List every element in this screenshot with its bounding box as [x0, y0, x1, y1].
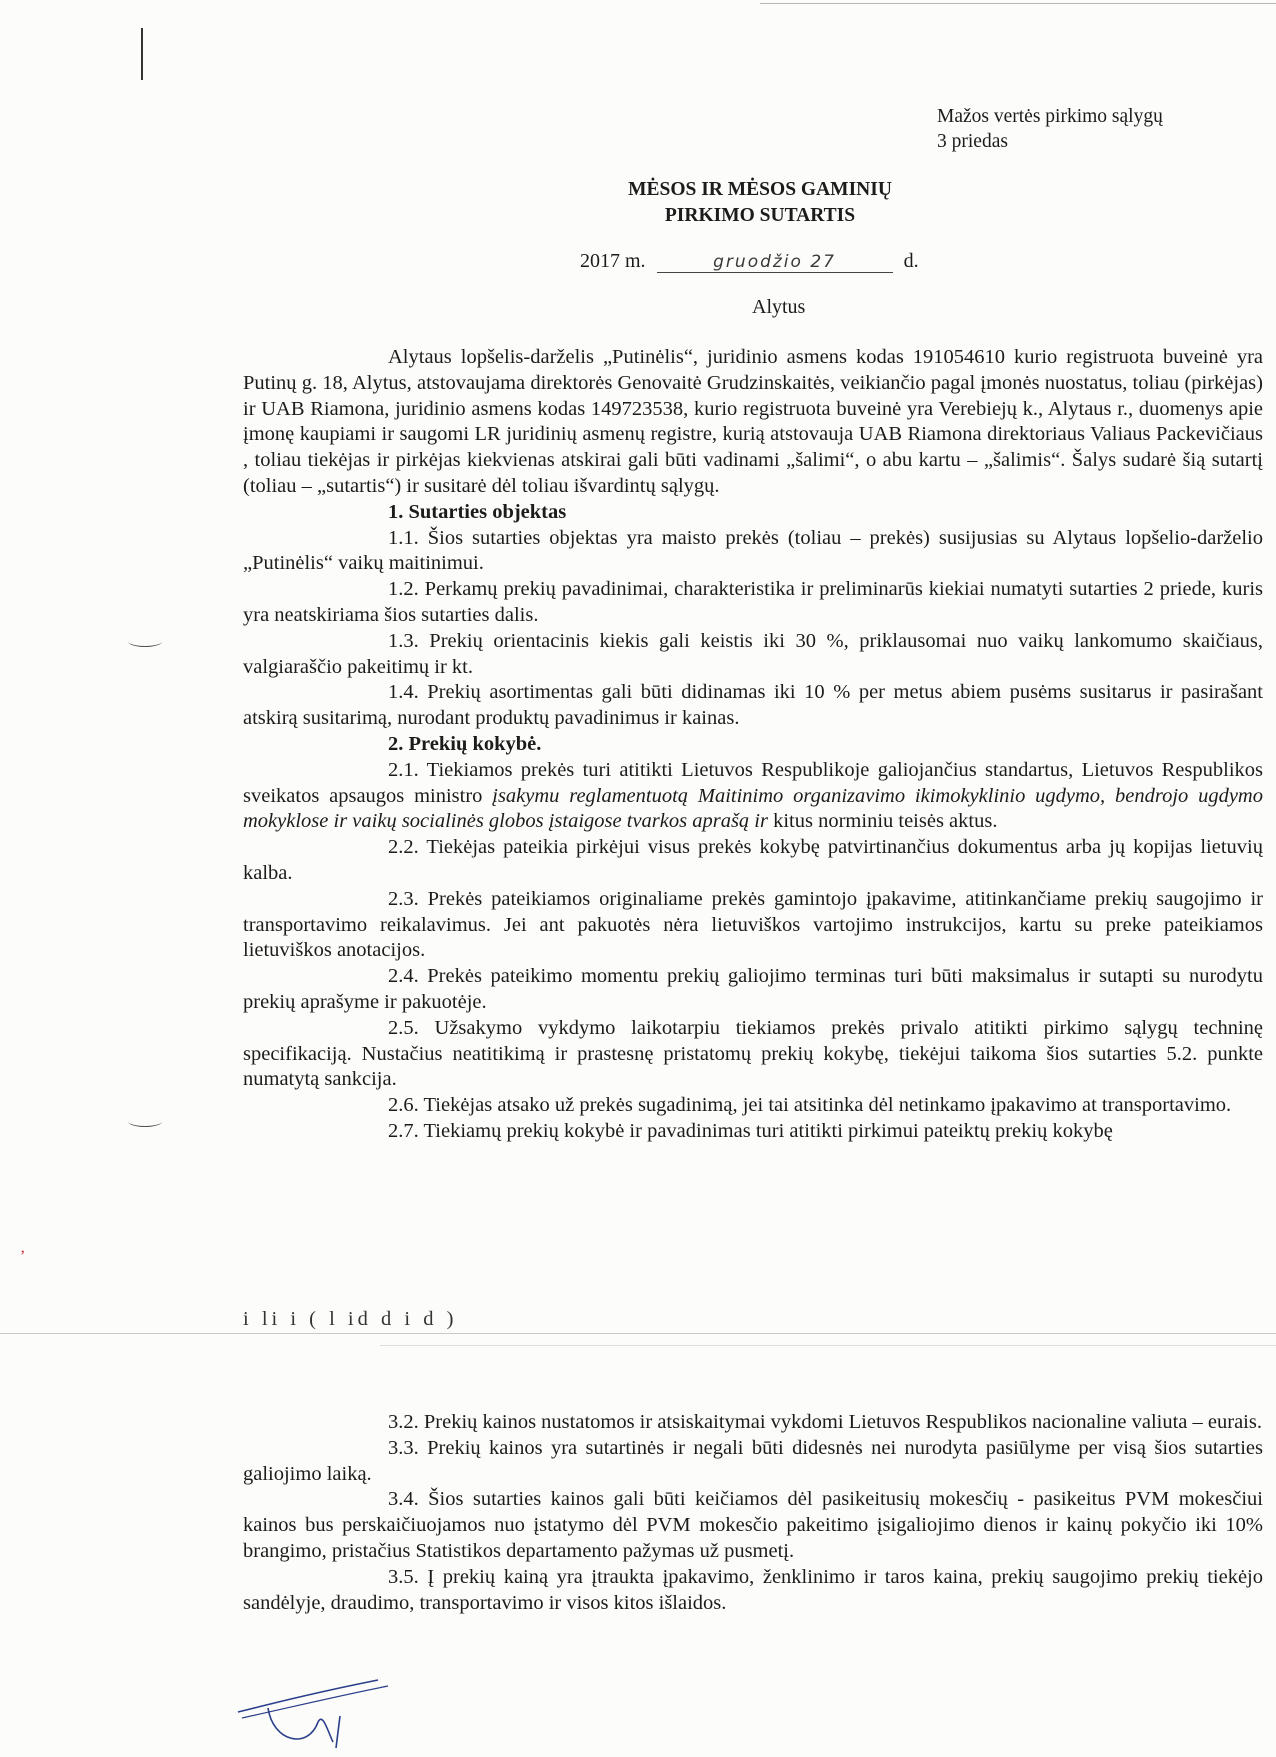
- clause-2-1-a: 2.1. Tiekiamos prekės turi atitikti Lietuvos Respublikoje galiojančius standartus, Lietuvos Respublikos sveikatos apsaugos ministro: [243, 758, 1263, 807]
- page-join-line: [0, 1333, 1276, 1334]
- punch-hole-mark: [128, 1116, 162, 1127]
- annex-line-2: 3 priedas: [937, 131, 1008, 152]
- clause-1-3: 1.3. Prekių orientacinis kiekis gali keistis iki 30 %, priklausomai nuo vaikų lankomumo skaičiaus, valgiaraščio pakeitimų ir kt.: [243, 629, 1263, 678]
- title-line-1: MĖSOS IR MĖSOS GAMINIŲ: [628, 179, 892, 200]
- clause-3-3: 3.3. Prekių kainos yra sutartinės ir negali būti didesnės nei nurodyta pasiūlyme per visą šios sutarties galiojimo laiką.: [243, 1436, 1263, 1485]
- signature: [228, 1672, 408, 1752]
- intro-paragraph: Alytaus lopšelis-darželis „Putinėlis“, juridinio asmens kodas 191054610 kurio registruota buveinė yra Putinų g. 18, Alytus, atstovaujama direktorės Genovaitė Grudzinskaitės, veikiančio pagal įmonės nuostatus, toliau (pirkėjas) ir UAB Riamona, juridinio asmens kodas 149723538, kurio registruota buveinė yra Verebiejų k., Alytaus r., duomenys apie įmonę kaupiami ir saugomi LR juridinių asmenų registre, kurią atstovauja UAB Riamona direktoriaus Valiaus Packevičiaus , toliau tiekėjas ir pirkėjas kiekvienas atskirai gali būti vadinami „šalimi“, o abu kartu – „šalimis“. Šalys sudarė šią sutartį (toliau – „sutartis“) ir susitarė dėl toliau išvardintų sąlygų.: [243, 346, 1263, 497]
- contract-body-page-2: [243, 1410, 1263, 1616]
- date-year: 2017 m.: [580, 250, 646, 272]
- annex-note: [937, 104, 1163, 154]
- clause-1-1: 1.1. Šios sutarties objektas yra maisto prekės (toliau – prekės) susijusias su Alytaus lopšelio-darželio „Putinėlis“ vaikų maitinimui.: [243, 526, 1263, 575]
- clause-3-5: 3.5. Į prekių kainą yra įtraukta įpakavimo, ženklinimo ir taros kaina, prekių saugojimo prekių tiekėjo sandėlyje, draudimo, transportavimo ir visos kitos išlaidos.: [243, 1565, 1263, 1614]
- section-2-heading: 2. Prekių kokybė.: [388, 732, 542, 755]
- clause-2-7: 2.7. Tiekiamų prekių kokybė ir pavadinimas turi atitikti pirkimui pateiktų prekių kokybę: [388, 1119, 1113, 1142]
- section-1-heading: 1. Sutarties objektas: [388, 500, 567, 523]
- page-join-line-2: [380, 1345, 1276, 1346]
- date-suffix: d.: [903, 250, 919, 272]
- annex-line-1: Mažos vertės pirkimo sąlygų: [937, 106, 1163, 127]
- clause-2-1-c: kitus norminiu teisės aktus.: [767, 810, 998, 833]
- clause-2-6: 2.6. Tiekėjas atsako už prekės sugadinimą, jei tai atsitinka dėl netinkamo įpakavimo at transportavimo.: [388, 1094, 1232, 1117]
- contract-title: [560, 177, 960, 229]
- contract-body-page-1: [243, 345, 1263, 1145]
- cut-off-text-line: i li i ( l id d i d ): [243, 1308, 458, 1330]
- date-handwritten: gruodžio 27: [657, 252, 893, 273]
- clause-1-4: 1.4. Prekių asortimentas gali būti didinamas iki 10 % per metus abiem pusėms susitarus ir pasirašant atskirą susitarimą, nurodant produktų pavadinimus ir kainas.: [243, 681, 1263, 730]
- clause-2-1: [243, 758, 1263, 835]
- contract-city: Alytus: [752, 296, 806, 318]
- clause-2-2: 2.2. Tiekėjas pateikia pirkėjui visus prekės kokybę patvirtinančius dokumentus arba jų kopijas lietuvių kalba.: [243, 836, 1263, 884]
- clause-2-4: 2.4. Prekės pateikimo momentu prekių galiojimo terminas turi būti maksimalus ir sutapti su nurodytu prekių aprašyme ir pakuotėje.: [243, 965, 1263, 1013]
- contract-date: [580, 250, 919, 273]
- clause-2-5: 2.5. Užsakymo vykdymo laikotarpiu tiekiamos prekės privalo atitikti pirkimo sąlygų techninę specifikaciją. Nustačius neatitikimą ir prastesnę pristatomų prekių kokybę, tiekėjui taikoma šios sutarties 5.2. punkte numatytą sankcija.: [243, 1016, 1263, 1091]
- clause-3-4: 3.4. Šios sutarties kainos gali būti keičiamos dėl pasikeitusių mokesčių - pasikeitus PVM mokesčiui kainos bus perskaičiuojamos nuo įstatymo dėl PVM mokesčio pakeitimo įsigaliojimo dienos ir kainų pokyčio iki 10% brangimo, pristačius Statistikos departamento pažymas už pusmetį.: [243, 1488, 1263, 1562]
- scan-edge-top: [760, 3, 1276, 4]
- punch-hole-mark: [128, 636, 162, 647]
- clause-3-2: 3.2. Prekių kainos nustatomos ir atsiskaitymai vykdomi Lietuvos Respublikos nacionaline valiuta – eurais.: [388, 1411, 1262, 1433]
- ink-speck: ’: [20, 1248, 26, 1265]
- clause-1-2: 1.2. Perkamų prekių pavadinimai, charakteristika ir preliminarūs kiekiai numatyti sutarties 2 priede, kuris yra neatskiriama šios sutarties dalis.: [243, 578, 1263, 626]
- margin-pen-mark: [141, 28, 143, 80]
- clause-2-3: 2.3. Prekės pateikiamos originaliame prekės gamintojo įpakavime, atitinkančiame prekių saugojimo ir transportavimo reikalavimus. Jei ant pakuotės nėra lietuviškos vartojimo instrukcijos, kartu su preke pateikiamos lietuviškos anotacijos.: [243, 887, 1263, 962]
- title-line-2: PIRKIMO SUTARTIS: [664, 205, 856, 226]
- clause-2-1-italic: įsakymu reglamentuotą Maitinimo organizavimo ikimokyklinio ugdymo, bendrojo ugdymo mokyklose ir vaikų socialinės globos įstaigose tvarkos aprašą ir: [243, 784, 1263, 833]
